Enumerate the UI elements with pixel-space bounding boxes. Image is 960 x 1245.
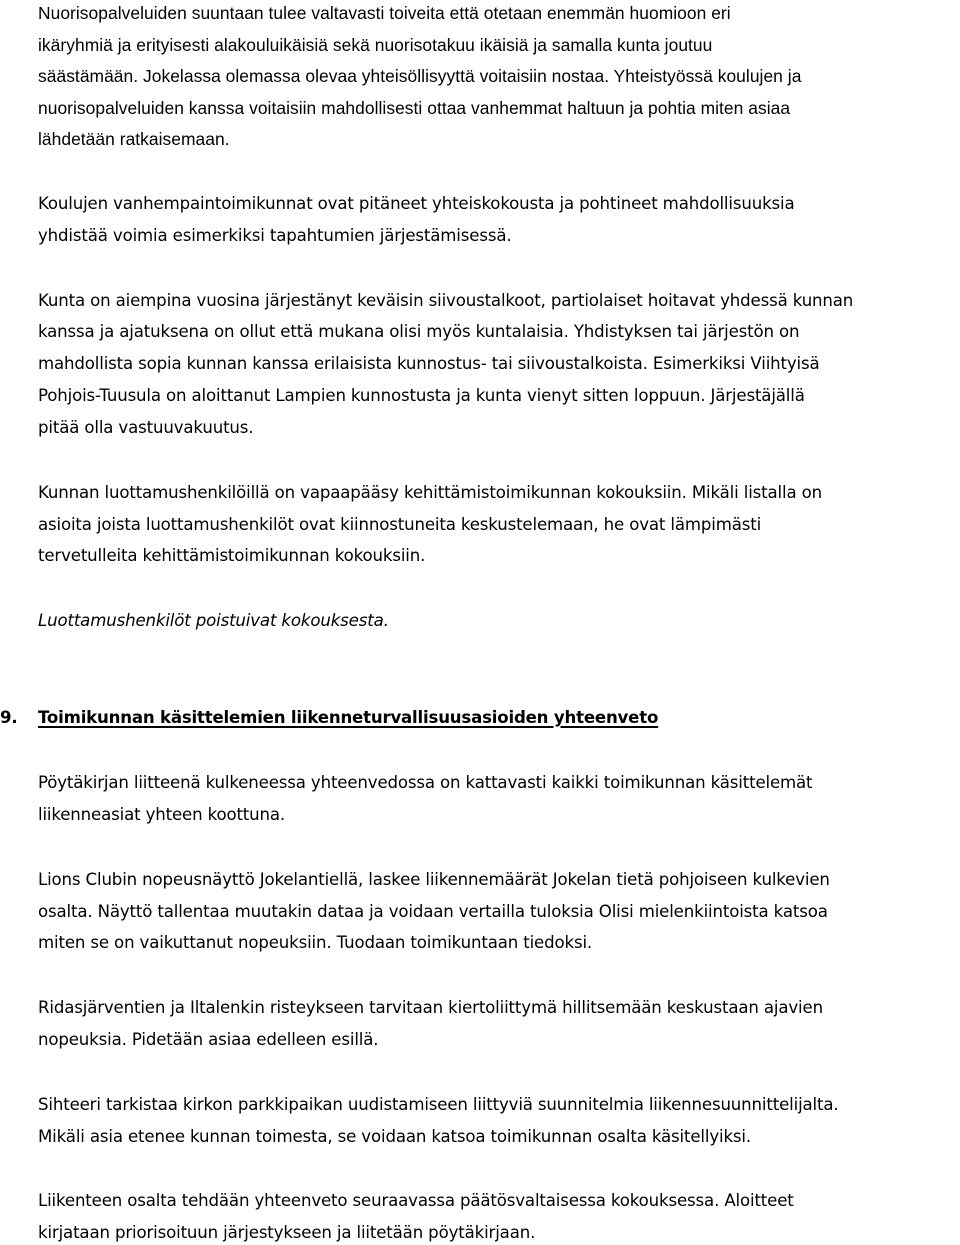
text-line: mahdollista sopia kunnan kanssa erilaisista kunnostus- tai siivoustalkoista. Esimerkiksi Viihtyisä	[38, 354, 820, 373]
text-line: yhdistää voimia esimerkiksi tapahtumien järjestämisessä.	[38, 226, 512, 245]
section-number-text: 9.	[0, 708, 18, 727]
text-line: Koulujen vanhempaintoimikunnat ovat pitäneet yhteiskokousta ja pohtineet mahdollisuuksia	[38, 194, 795, 213]
text-line: osalta. Näyttö tallentaa muutakin dataa ja voidaan vertailla tuloksia Olisi mielenkiintoista katsoa	[38, 902, 828, 921]
text-line: nopeuksia. Pidetään asiaa edelleen esillä.	[38, 1030, 379, 1049]
text-line: pitää olla vastuuvakuutus.	[38, 418, 254, 437]
text-line: kanssa ja ajatuksena on ollut että mukana olisi myös kuntalaisia. Yhdistyksen tai järjestön on	[38, 322, 800, 341]
text-line: miten se on vaikuttanut nopeuksiin. Tuodaan toimikuntaan tiedoksi.	[38, 933, 593, 952]
text-line: Kunta on aiempina vuosina järjestänyt keväisin siivoustalkoot, partiolaiset hoitavat yhdessä kunnan	[38, 291, 854, 310]
text-line: Ridasjärventien ja Iltalenkin risteykseen tarvitaan kiertoliittymä hillitsemään keskustaan ajavien	[38, 998, 823, 1017]
text-line: Liikenteen osalta tehdään yhteenveto seuraavassa päätösvaltaisessa kokouksessa. Aloitteet	[38, 1191, 794, 1210]
text-line: ikäryhmiä ja erityisesti alakouluikäisiä sekä nuorisotakuu ikäisiä ja samalla kunta joutuu	[38, 35, 713, 55]
text-line: asioita joista luottamushenkilöt ovat kiinnostuneita keskustelemaan, he ovat lämpimästi	[38, 515, 762, 534]
text-line: Lions Clubin nopeusnäyttö Jokelantiellä, laskee liikennemäärät Jokelan tietä pohjoiseen kulkevien	[38, 870, 830, 889]
text-line: Luottamushenkilöt poistuivat kokouksesta.	[38, 611, 389, 630]
text-line: Sihteeri tarkistaa kirkon parkkipaikan uudistamiseen liittyviä suunnitelmia liikennesuunnittelijalta.	[38, 1095, 839, 1114]
text-line: kirjataan priorisoituun järjestykseen ja liitetään pöytäkirjaan.	[38, 1223, 536, 1242]
text-line: Nuorisopalveluiden suuntaan tulee valtavasti toiveita että otetaan enemmän huomioon eri	[38, 3, 731, 23]
section-title: Toimikunnan käsittelemien liikenneturvallisuusasioiden yhteenveto	[38, 708, 659, 727]
text-line: nuorisopalveluiden kanssa voitaisiin mahdollisesti ottaa vanhemmat haltuun ja pohtia miten asiaa	[38, 98, 791, 118]
text-line: Pohjois-Tuusula on aloittanut Lampien kunnostusta ja kunta vienyt sitten loppuun. Järjestäjällä	[38, 386, 805, 405]
text-line: tervetulleita kehittämistoimikunnan kokouksiin.	[38, 546, 426, 565]
text-line: Kunnan luottamushenkilöillä on vapaapääsy kehittämistoimikunnan kokouksiin. Mikäli listalla on	[38, 483, 822, 502]
text-line: lähdetään ratkaisemaan.	[38, 129, 230, 149]
section-heading	[0, 706, 659, 730]
text-line: säästämään. Jokelassa olemassa olevaa yhteisöllisyyttä voitaisiin nostaa. Yhteistyössä koulujen ja	[38, 66, 802, 86]
text-line: liikenneasiat yhteen koottuna.	[38, 805, 286, 824]
text-line: Mikäli asia etenee kunnan toimesta, se voidaan katsoa toimikunnan osalta käsitellyiksi.	[38, 1127, 752, 1146]
text-line: Pöytäkirjan liitteenä kulkeneessa yhteenvedossa on kattavasti kaikki toimikunnan käsittelemät	[38, 773, 813, 792]
